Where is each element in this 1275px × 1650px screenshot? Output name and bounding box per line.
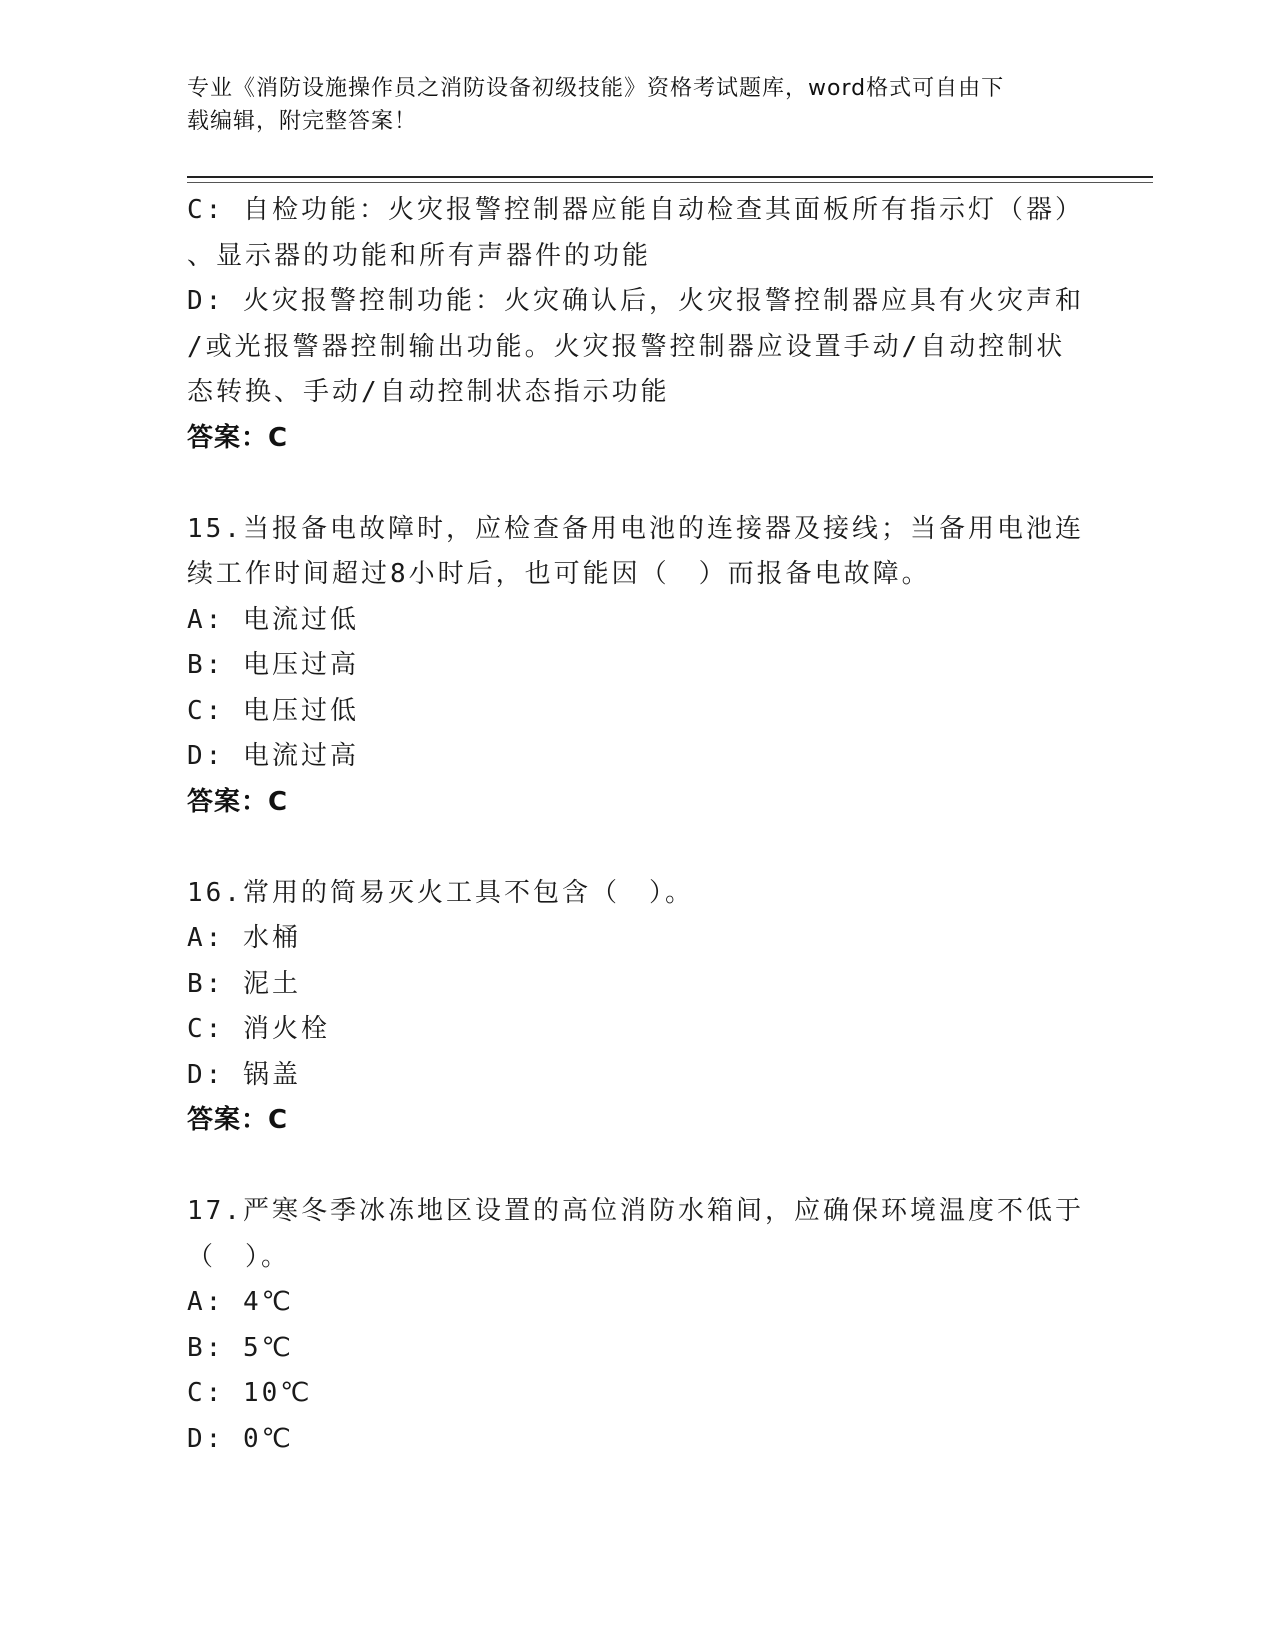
- option-d-line-3: 态转换、手动/自动控制状态指示功能: [187, 377, 670, 407]
- question-stem-line-1: 16.常用的简易灭火工具不包含（ ）。: [187, 877, 694, 908]
- prev-question-block: [187, 188, 1087, 461]
- option-d: D: 锅盖: [187, 1059, 301, 1090]
- header-line-2: 载编辑，附完整答案！: [187, 109, 418, 134]
- question-stem-line-2: （ ）。: [187, 1241, 291, 1272]
- question-content: [187, 188, 1087, 1462]
- option-d-line-2: /或光报警器控制输出功能。火灾报警控制器应设置手动/自动控制状: [187, 331, 1066, 362]
- question-stem-line-2: 续工作时间超过8小时后，也可能因（ ）而报备电故障。: [187, 559, 931, 589]
- option-d-line-1: D: 火灾报警控制功能：火灾确认后，火灾报警控制器应具有火灾声和: [187, 286, 1084, 316]
- question-16: [187, 871, 1087, 1144]
- answer-line: 答案：C: [187, 786, 289, 817]
- option-a: A: 4℃: [187, 1287, 294, 1317]
- question-stem-line-1: 15.当报备电故障时，应检查备用电池的连接器及接线；当备用电池连: [187, 513, 1084, 544]
- option-d: D: 0℃: [187, 1423, 294, 1454]
- spacer: [187, 461, 1087, 507]
- question-stem-line-1: 17.严寒冬季冰冻地区设置的高位消防水箱间，应确保环境温度不低于: [187, 1196, 1084, 1226]
- option-c: C: 消火栓: [187, 1014, 330, 1044]
- header-divider-thin: [187, 182, 1153, 183]
- header-line-1: 专业《消防设施操作员之消防设备初级技能》资格考试题库，word格式可自由下: [187, 76, 1005, 101]
- option-c-line-2: 、显示器的功能和所有声器件的功能: [187, 240, 652, 271]
- option-c: C: 电压过低: [187, 695, 359, 726]
- answer-line: 答案：C: [187, 1105, 289, 1135]
- option-a: A: 水桶: [187, 923, 301, 953]
- document-header: [187, 72, 1087, 138]
- spacer: [187, 1144, 1087, 1190]
- header-divider-thick: [187, 176, 1153, 178]
- option-b: B: 电压过高: [187, 650, 359, 680]
- option-b: B: 泥土: [187, 968, 301, 999]
- option-b: B: 5℃: [187, 1332, 294, 1363]
- question-15: [187, 507, 1087, 826]
- answer-line: 答案：C: [187, 422, 289, 453]
- option-d: D: 电流过高: [187, 741, 359, 771]
- option-a: A: 电流过低: [187, 604, 359, 635]
- option-c: C: 10℃: [187, 1378, 313, 1408]
- spacer: [187, 825, 1087, 871]
- option-c-line-1: C: 自检功能：火灾报警控制器应能自动检查其面板所有指示灯（器）: [187, 195, 1084, 225]
- question-17: [187, 1189, 1087, 1462]
